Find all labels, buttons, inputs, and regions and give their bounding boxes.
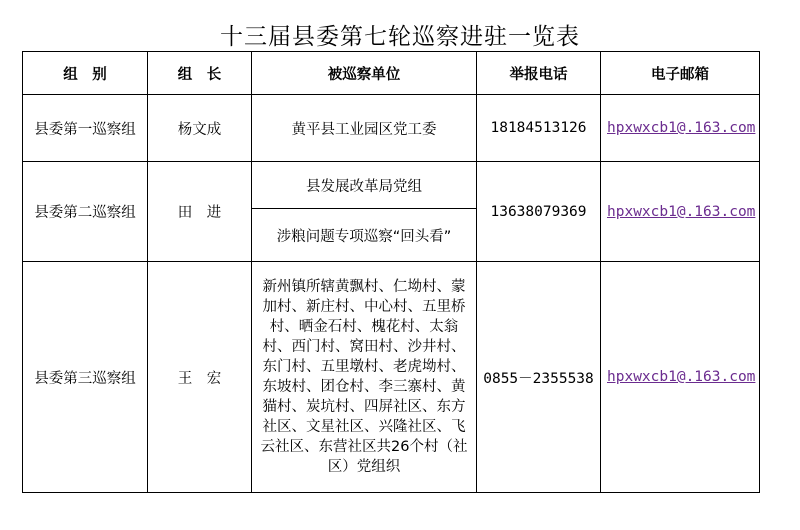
group-name: 县委第二巡察组: [23, 162, 148, 262]
header-email: 电子邮箱: [601, 52, 760, 95]
group-name: 县委第一巡察组: [23, 95, 148, 162]
inspected-unit: 新州镇所辖黄飘村、仁坳村、蒙加村、新庄村、中心村、五里桥村、晒金石村、槐花村、太翁村、西门村、窝田村、沙井村、东门村、五里墩村、老虎坳村、东坡村、团仓村、李三寨村、黄猫村、炭坑村、四屏社区、东方社区、文星社区、兴隆社区、飞云社区、东营社区共26个村（社区）党组织: [252, 262, 477, 493]
email-link[interactable]: hpxwxcb1@.163.com: [607, 203, 756, 220]
group-name: 县委第三巡察组: [23, 262, 148, 493]
header-phone: 举报电话: [477, 52, 601, 95]
email-cell: [601, 262, 760, 493]
inspected-unit: 黄平县工业园区党工委: [252, 95, 477, 162]
inspection-table: [22, 51, 760, 493]
email-link[interactable]: hpxwxcb1@.163.com: [607, 369, 756, 385]
leader-name: 田 进: [148, 162, 252, 262]
email-cell: [601, 162, 760, 262]
email-link[interactable]: hpxwxcb1@.163.com: [607, 120, 756, 136]
leader-name: 杨文成: [148, 95, 252, 162]
email-cell: [601, 95, 760, 162]
table-row: [23, 262, 760, 493]
table-header-row: [23, 52, 760, 95]
inspected-unit: 涉粮问题专项巡察“回头看”: [252, 209, 477, 262]
header-group: 组 别: [23, 52, 148, 95]
inspected-unit: 县发展改革局党组: [252, 162, 477, 209]
page-title: 十三届县委第七轮巡察进驻一览表: [220, 24, 580, 50]
report-phone: 13638079369: [477, 162, 601, 262]
report-phone: 18184513126: [477, 95, 601, 162]
header-leader: 组 长: [148, 52, 252, 95]
leader-name: 王 宏: [148, 262, 252, 493]
table-row: [23, 162, 760, 209]
table-row: [23, 95, 760, 162]
report-phone: 0855－2355538: [477, 262, 601, 493]
header-unit: 被巡察单位: [252, 52, 477, 95]
